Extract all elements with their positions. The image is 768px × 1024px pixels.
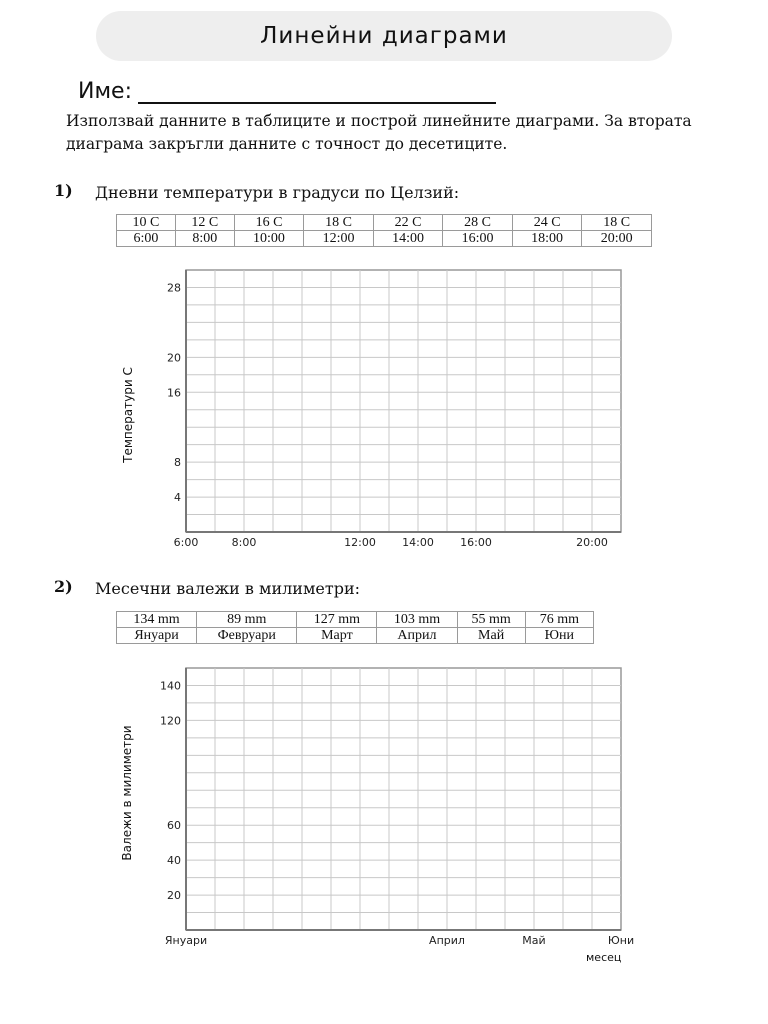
table-cell: 103 mm — [377, 612, 457, 628]
table-cell: 20:00 — [582, 231, 652, 247]
table-cell: 18 C — [582, 215, 652, 231]
name-blank-line — [138, 80, 496, 104]
y-tick-label: 28 — [167, 281, 181, 295]
chart-1-y-axis-title: Температури С — [121, 367, 135, 463]
table-cell: 12 C — [175, 215, 234, 231]
table-cell: 10 C — [117, 215, 176, 231]
y-tick-label: 40 — [167, 854, 181, 868]
table-cell: Май — [457, 628, 525, 644]
plot-area — [186, 668, 621, 930]
y-tick-label: 20 — [167, 351, 181, 365]
table-cell: 16:00 — [443, 231, 513, 247]
y-tick-label: 4 — [174, 491, 181, 505]
plot-area — [186, 270, 621, 532]
table-cell: Март — [297, 628, 377, 644]
table-cell: 16 C — [234, 215, 304, 231]
question-1-heading: Дневни температури в градуси по Целзий: — [95, 183, 460, 202]
temperature-row — [117, 215, 652, 231]
table-cell: 134 mm — [117, 612, 197, 628]
rainfall-chart-grid[interactable] — [150, 660, 650, 950]
name-label: Име: — [78, 79, 133, 104]
table-cell: 10:00 — [234, 231, 304, 247]
question-1-number: 1) — [54, 181, 73, 200]
x-tick-label: 16:00 — [460, 536, 492, 549]
temperature-chart-grid[interactable] — [150, 262, 640, 557]
table-cell: Април — [377, 628, 457, 644]
table-cell: 76 mm — [525, 612, 593, 628]
table-cell: 55 mm — [457, 612, 525, 628]
worksheet-title-banner — [96, 11, 672, 61]
chart-2-y-axis-title: Валежи в милиметри — [120, 725, 134, 861]
temperature-data-table — [116, 214, 652, 247]
worksheet-title: Линейни диаграми — [260, 23, 508, 49]
x-tick-label: 8:00 — [231, 536, 257, 549]
table-cell: 8:00 — [175, 231, 234, 247]
question-2-heading: Месечни валежи в милиметри: — [95, 579, 361, 598]
x-tick-label: Април — [429, 934, 465, 947]
y-tick-label: 120 — [160, 714, 181, 728]
x-tick-label: Януари — [164, 934, 208, 947]
y-tick-label: 8 — [174, 456, 181, 470]
table-cell: 18 C — [304, 215, 374, 231]
rainfall-data-table — [116, 611, 594, 644]
x-tick-label: 12:00 — [344, 536, 376, 549]
month-row — [117, 628, 594, 644]
table-cell: 24 C — [512, 215, 582, 231]
instructions-text: Използвай данните в таблиците и построй линейните диаграми. За втората диаграма закръгли данните с точност до десетиците. — [66, 112, 692, 153]
chart-2-x-axis-title: месец — [586, 951, 622, 964]
table-cell: 22 C — [373, 215, 443, 231]
x-tick-label: 14:00 — [402, 536, 434, 549]
time-row — [117, 231, 652, 247]
y-tick-label: 16 — [167, 386, 181, 400]
table-cell: Януари — [117, 628, 197, 644]
y-tick-label: 140 — [160, 679, 181, 693]
name-field-row — [78, 72, 518, 104]
table-cell: 18:00 — [512, 231, 582, 247]
table-cell: 6:00 — [117, 231, 176, 247]
table-cell: 12:00 — [304, 231, 374, 247]
table-cell: Февруари — [197, 628, 297, 644]
question-2-number: 2) — [54, 577, 73, 596]
x-tick-label: Май — [522, 934, 546, 947]
table-cell: 89 mm — [197, 612, 297, 628]
x-tick-label: Юни — [607, 934, 635, 947]
table-cell: 14:00 — [373, 231, 443, 247]
table-cell: 127 mm — [297, 612, 377, 628]
x-tick-label: 20:00 — [576, 536, 608, 549]
table-cell: Юни — [525, 628, 593, 644]
table-cell: 28 C — [443, 215, 513, 231]
y-tick-label: 60 — [167, 819, 181, 833]
amount-row — [117, 612, 594, 628]
y-tick-label: 20 — [167, 889, 181, 903]
x-tick-label: 6:00 — [173, 536, 199, 549]
